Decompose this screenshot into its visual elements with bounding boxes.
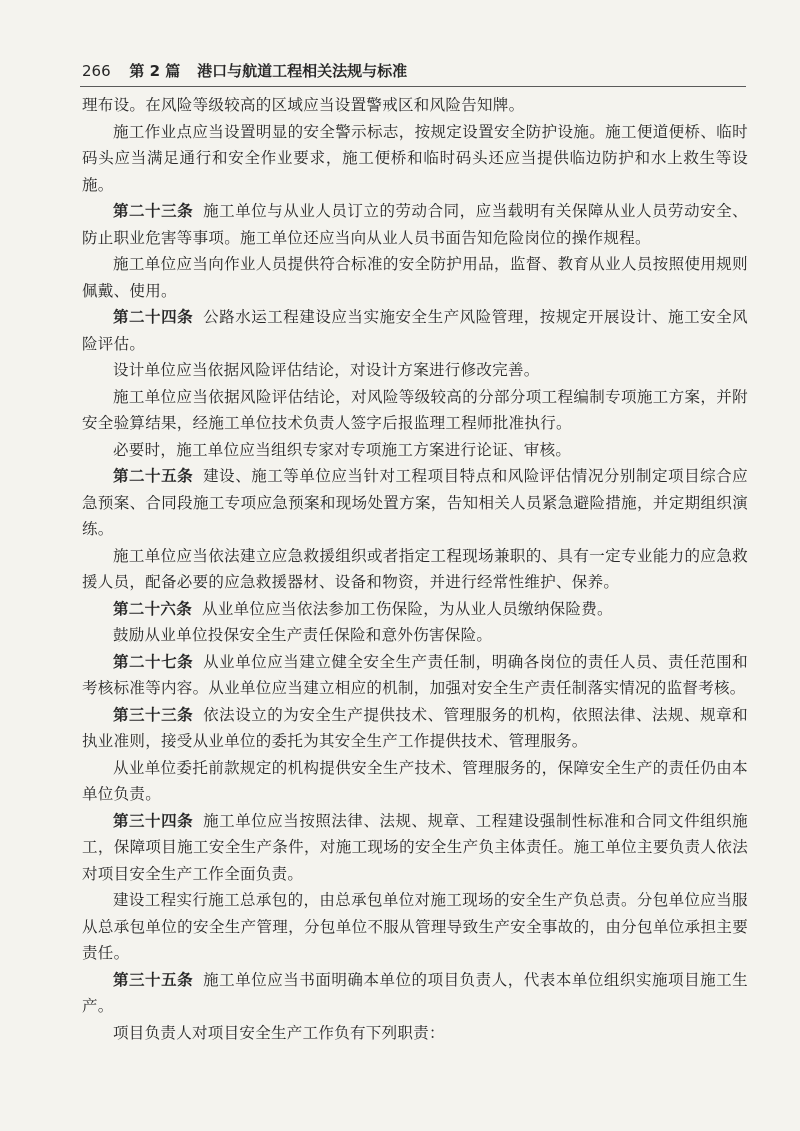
page-header	[82, 60, 752, 82]
paragraph-text: 公路水运工程建设应当实施安全生产风险管理，按规定开展设计、施工安全风险评估。	[82, 308, 748, 353]
article-number: 第三十五条	[113, 970, 194, 989]
paragraph	[82, 702, 748, 755]
paragraph-text: 从业单位委托前款规定的机构提供安全生产技术、管理服务的，保障安全生产的责任仍由本单位负责。	[82, 758, 748, 803]
header-rule	[80, 86, 746, 87]
paragraph-text: 施工作业点应当设置明显的安全警示标志，按规定设置安全防护设施。施工便道便桥、临时码头应当满足通行和安全作业要求，施工便桥和临时码头还应当提供临边防护和水上救生等设施。	[82, 122, 748, 194]
paragraph-text: 施工单位应当依据风险评估结论，对风险等级较高的分部分项工程编制专项施工方案，并附安全验算结果，经施工单位技术负责人签字后报监理工程师批准执行。	[82, 387, 748, 432]
page-number: 266	[82, 62, 111, 80]
paragraph	[82, 92, 748, 119]
article-number: 第二十七条	[113, 652, 194, 671]
paragraph-text: 设计单位应当依据风险评估结论，对设计方案进行修改完善。	[113, 361, 540, 379]
paragraph	[82, 622, 748, 649]
paragraph-text: 建设、施工等单位应当针对工程项目特点和风险评估情况分别制定项目综合应急预案、合同段施工专项应急预案和现场处置方案，告知相关人员紧急避险措施，并定期组织演练。	[82, 467, 748, 538]
article-number: 第三十四条	[113, 811, 194, 830]
paragraph-text: 项目负责人对项目安全生产工作负有下列职责：	[113, 1023, 445, 1042]
paragraph-text: 从业单位应当依法参加工伤保险，为从业人员缴纳保险费。	[202, 599, 613, 618]
paragraph	[82, 596, 748, 623]
paragraph-text: 依法设立的为安全生产提供技术、管理服务的机构，依照法律、法规、规章和执业准则，接受从业单位的委托为其安全生产工作提供技术、管理服务。	[82, 705, 748, 750]
paragraph-text: 施工单位应当按照法律、法规、规章、工程建设强制性标准和合同文件组织施工，保障项目施工安全生产条件，对施工现场的安全生产负主体责任。施工单位主要负责人依法对项目安全生产工作全面负责。	[82, 811, 748, 883]
paragraph-text: 施工单位应当向作业人员提供符合标准的安全防护用品，监督、教育从业人员按照使用规则佩戴、使用。	[82, 255, 748, 300]
paragraph-text: 鼓励从业单位投保安全生产责任保险和意外伤害保险。	[113, 626, 493, 644]
paragraph-text: 从业单位应当建立健全安全生产责任制，明确各岗位的责任人员、责任范围和考核标准等内容。从业单位应当建立相应的机制，加强对安全生产责任制落实情况的监督考核。	[82, 652, 748, 697]
paragraph	[82, 755, 748, 808]
article-number: 第二十四条	[113, 308, 194, 326]
paragraph	[82, 384, 748, 437]
paragraph	[82, 543, 748, 596]
paragraph-text: 施工单位与从业人员订立的劳动合同，应当载明有关保障从业人员劳动安全、防止职业危害等事项。施工单位还应当向从业人员书面告知危险岗位的操作规程。	[82, 202, 748, 247]
article-number: 第三十三条	[113, 705, 194, 724]
paragraph	[82, 808, 748, 888]
article-number: 第二十五条	[113, 467, 194, 485]
article-number: 第二十三条	[113, 202, 194, 220]
paragraph	[82, 357, 748, 384]
paragraph	[82, 198, 748, 251]
paragraph-text: 必要时，施工单位应当组织专家对专项施工方案进行论证、审核。	[113, 440, 572, 459]
paragraph	[82, 887, 748, 967]
paragraph	[82, 119, 748, 199]
paragraph	[82, 967, 748, 1020]
paragraph-text: 建设工程实行施工总承包的，由总承包单位对施工现场的安全生产负总责。分包单位应当服从总承包单位的安全生产管理，分包单位不服从管理导致生产安全事故的，由分包单位承担主要责任。	[82, 891, 748, 962]
part-label: 第 2 篇	[129, 62, 181, 80]
paragraph-text: 理布设。在风险等级较高的区域应当设置警戒区和风险告知牌。	[82, 96, 525, 114]
paragraph-text: 施工单位应当依法建立应急救援组织或者指定工程现场兼职的、具有一定专业能力的应急救援人员，配备必要的应急救援器材、设备和物资，并进行经常性维护、保养。	[82, 546, 748, 591]
paragraph	[82, 251, 748, 304]
article-number: 第二十六条	[113, 599, 193, 618]
paragraph	[82, 1020, 748, 1047]
paragraph-text: 施工单位应当书面明确本单位的项目负责人，代表本单位组织实施项目施工生产。	[82, 970, 748, 1015]
paragraph	[82, 463, 748, 543]
paragraph	[82, 649, 748, 702]
paragraph	[82, 304, 748, 357]
body-text	[82, 92, 748, 1046]
running-title: 港口与航道工程相关法规与标准	[197, 62, 408, 80]
paragraph	[82, 437, 748, 464]
